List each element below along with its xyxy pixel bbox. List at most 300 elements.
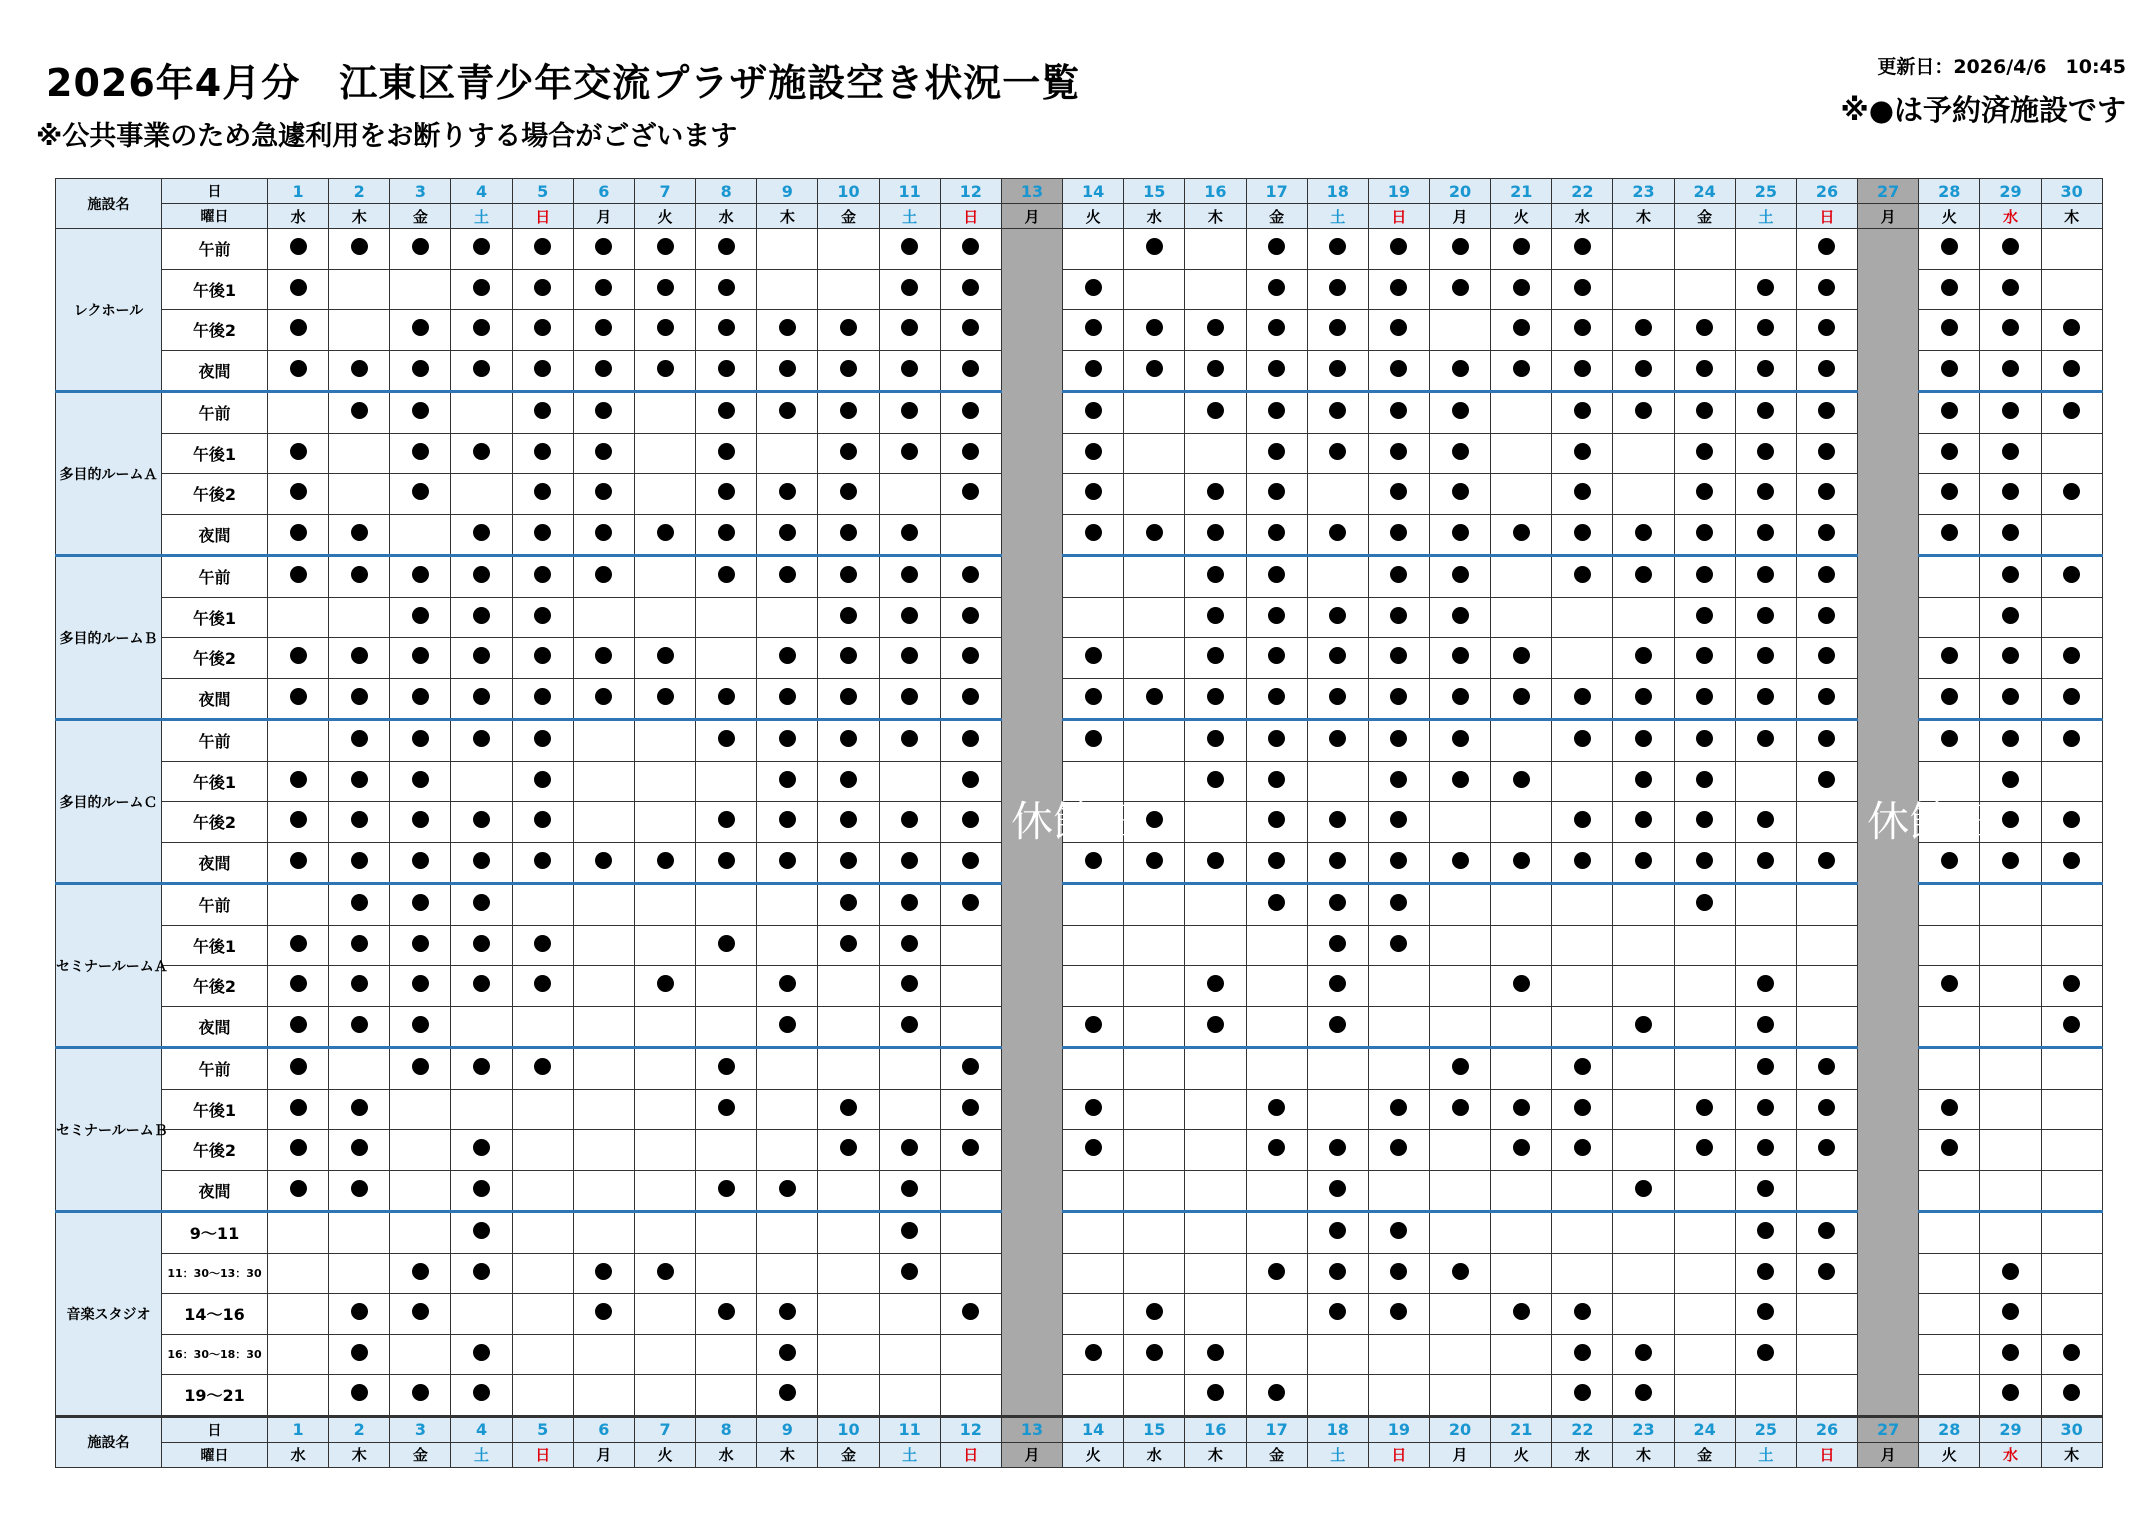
availability-cell[interactable]: [1491, 229, 1552, 270]
availability-cell[interactable]: [1735, 229, 1796, 270]
availability-cell[interactable]: [268, 269, 329, 310]
availability-cell[interactable]: [879, 392, 940, 434]
availability-cell[interactable]: [512, 1375, 573, 1417]
availability-cell[interactable]: [573, 1170, 634, 1212]
availability-cell[interactable]: [634, 1089, 695, 1130]
availability-cell[interactable]: [1429, 802, 1490, 843]
availability-cell[interactable]: [1124, 514, 1185, 556]
availability-cell[interactable]: [573, 1048, 634, 1090]
availability-cell[interactable]: [1368, 884, 1429, 926]
availability-cell[interactable]: [1307, 1253, 1368, 1294]
availability-cell[interactable]: [1980, 229, 2041, 270]
availability-cell[interactable]: [451, 1048, 512, 1090]
availability-cell[interactable]: [329, 1006, 390, 1048]
availability-cell[interactable]: [1491, 638, 1552, 679]
availability-cell[interactable]: [940, 925, 1001, 966]
availability-cell[interactable]: [1919, 1130, 1980, 1171]
availability-cell[interactable]: [757, 350, 818, 392]
availability-cell[interactable]: [1796, 392, 1857, 434]
availability-cell[interactable]: [818, 1089, 879, 1130]
availability-cell[interactable]: [1307, 1089, 1368, 1130]
availability-cell[interactable]: [1980, 1089, 2041, 1130]
availability-cell[interactable]: [940, 229, 1001, 270]
availability-cell[interactable]: [696, 1334, 757, 1375]
availability-cell[interactable]: [1613, 229, 1674, 270]
availability-cell[interactable]: [390, 1170, 451, 1212]
availability-cell[interactable]: [1552, 474, 1613, 515]
availability-cell[interactable]: [1246, 597, 1307, 638]
availability-cell[interactable]: [879, 269, 940, 310]
availability-cell[interactable]: [1429, 597, 1490, 638]
availability-cell[interactable]: [1552, 597, 1613, 638]
availability-cell[interactable]: [512, 1253, 573, 1294]
availability-cell[interactable]: [1368, 966, 1429, 1007]
availability-cell[interactable]: [1674, 514, 1735, 556]
availability-cell[interactable]: [1429, 842, 1490, 884]
availability-cell[interactable]: [1063, 1334, 1124, 1375]
availability-cell[interactable]: [1674, 1130, 1735, 1171]
availability-cell[interactable]: [940, 1006, 1001, 1048]
availability-cell[interactable]: [1735, 597, 1796, 638]
availability-cell[interactable]: [512, 1006, 573, 1048]
availability-cell[interactable]: [451, 638, 512, 679]
availability-cell[interactable]: [1185, 1375, 1246, 1417]
availability-cell[interactable]: [634, 310, 695, 351]
availability-cell[interactable]: [329, 1212, 390, 1254]
availability-cell[interactable]: [1552, 514, 1613, 556]
availability-cell[interactable]: [1063, 1253, 1124, 1294]
availability-cell[interactable]: [573, 433, 634, 474]
availability-cell[interactable]: [1063, 1212, 1124, 1254]
availability-cell[interactable]: [634, 802, 695, 843]
availability-cell[interactable]: [1307, 1006, 1368, 1048]
availability-cell[interactable]: [1246, 1130, 1307, 1171]
availability-cell[interactable]: [1796, 761, 1857, 802]
availability-cell[interactable]: [696, 1170, 757, 1212]
availability-cell[interactable]: [1796, 1253, 1857, 1294]
availability-cell[interactable]: [634, 678, 695, 720]
availability-cell[interactable]: [573, 761, 634, 802]
availability-cell[interactable]: [1674, 761, 1735, 802]
availability-cell[interactable]: [940, 392, 1001, 434]
availability-cell[interactable]: [1429, 1130, 1490, 1171]
availability-cell[interactable]: [390, 1212, 451, 1254]
availability-cell[interactable]: [1491, 678, 1552, 720]
availability-cell[interactable]: [1552, 842, 1613, 884]
availability-cell[interactable]: [1307, 761, 1368, 802]
availability-cell[interactable]: [390, 720, 451, 762]
availability-cell[interactable]: [1674, 720, 1735, 762]
availability-cell[interactable]: [512, 433, 573, 474]
availability-cell[interactable]: [940, 269, 1001, 310]
availability-cell[interactable]: [1735, 474, 1796, 515]
availability-cell[interactable]: [757, 1294, 818, 1335]
availability-cell[interactable]: [1124, 1334, 1185, 1375]
availability-cell[interactable]: [1491, 556, 1552, 598]
availability-cell[interactable]: [1674, 556, 1735, 598]
availability-cell[interactable]: [940, 1089, 1001, 1130]
availability-cell[interactable]: [1735, 1212, 1796, 1254]
availability-cell[interactable]: [634, 884, 695, 926]
availability-cell[interactable]: [634, 1006, 695, 1048]
availability-cell[interactable]: [1735, 433, 1796, 474]
availability-cell[interactable]: [1429, 1294, 1490, 1335]
availability-cell[interactable]: [696, 1253, 757, 1294]
availability-cell[interactable]: [1980, 1006, 2041, 1048]
availability-cell[interactable]: [940, 1334, 1001, 1375]
availability-cell[interactable]: [757, 966, 818, 1007]
availability-cell[interactable]: [268, 350, 329, 392]
availability-cell[interactable]: [1552, 925, 1613, 966]
availability-cell[interactable]: [1980, 925, 2041, 966]
availability-cell[interactable]: [1552, 350, 1613, 392]
availability-cell[interactable]: [451, 350, 512, 392]
availability-cell[interactable]: [2041, 350, 2102, 392]
availability-cell[interactable]: [818, 1294, 879, 1335]
availability-cell[interactable]: [1735, 514, 1796, 556]
availability-cell[interactable]: [1368, 1212, 1429, 1254]
availability-cell[interactable]: [757, 310, 818, 351]
availability-cell[interactable]: [1735, 720, 1796, 762]
availability-cell[interactable]: [1919, 229, 1980, 270]
availability-cell[interactable]: [1919, 1170, 1980, 1212]
availability-cell[interactable]: [1735, 556, 1796, 598]
availability-cell[interactable]: [1429, 433, 1490, 474]
availability-cell[interactable]: [451, 678, 512, 720]
availability-cell[interactable]: [1124, 842, 1185, 884]
availability-cell[interactable]: [268, 392, 329, 434]
availability-cell[interactable]: [1124, 474, 1185, 515]
availability-cell[interactable]: [1919, 556, 1980, 598]
availability-cell[interactable]: [1185, 1253, 1246, 1294]
availability-cell[interactable]: [1980, 678, 2041, 720]
availability-cell[interactable]: [1063, 1130, 1124, 1171]
availability-cell[interactable]: [390, 310, 451, 351]
availability-cell[interactable]: [1307, 925, 1368, 966]
availability-cell[interactable]: [1796, 433, 1857, 474]
availability-cell[interactable]: [390, 392, 451, 434]
availability-cell[interactable]: [1796, 638, 1857, 679]
availability-cell[interactable]: [451, 474, 512, 515]
availability-cell[interactable]: [390, 597, 451, 638]
availability-cell[interactable]: [1491, 1212, 1552, 1254]
availability-cell[interactable]: [940, 1375, 1001, 1417]
availability-cell[interactable]: [634, 1130, 695, 1171]
availability-cell[interactable]: [1980, 720, 2041, 762]
availability-cell[interactable]: [1552, 1170, 1613, 1212]
availability-cell[interactable]: [1124, 350, 1185, 392]
availability-cell[interactable]: [1613, 597, 1674, 638]
availability-cell[interactable]: [573, 474, 634, 515]
availability-cell[interactable]: [512, 1130, 573, 1171]
availability-cell[interactable]: [1919, 761, 1980, 802]
availability-cell[interactable]: [1185, 229, 1246, 270]
availability-cell[interactable]: [1063, 310, 1124, 351]
availability-cell[interactable]: [1429, 310, 1490, 351]
availability-cell[interactable]: [634, 269, 695, 310]
availability-cell[interactable]: [940, 597, 1001, 638]
availability-cell[interactable]: [390, 1334, 451, 1375]
availability-cell[interactable]: [1674, 310, 1735, 351]
availability-cell[interactable]: [879, 597, 940, 638]
availability-cell[interactable]: [268, 229, 329, 270]
availability-cell[interactable]: [1429, 474, 1490, 515]
availability-cell[interactable]: [512, 514, 573, 556]
availability-cell[interactable]: [818, 392, 879, 434]
availability-cell[interactable]: [696, 433, 757, 474]
availability-cell[interactable]: [573, 1375, 634, 1417]
availability-cell[interactable]: [1613, 269, 1674, 310]
availability-cell[interactable]: [696, 720, 757, 762]
availability-cell[interactable]: [1613, 514, 1674, 556]
availability-cell[interactable]: [1185, 1006, 1246, 1048]
availability-cell[interactable]: [1124, 229, 1185, 270]
availability-cell[interactable]: [1796, 1375, 1857, 1417]
availability-cell[interactable]: [696, 392, 757, 434]
availability-cell[interactable]: [1429, 350, 1490, 392]
availability-cell[interactable]: [573, 1253, 634, 1294]
availability-cell[interactable]: [1307, 884, 1368, 926]
availability-cell[interactable]: [634, 842, 695, 884]
availability-cell[interactable]: [1063, 1375, 1124, 1417]
availability-cell[interactable]: [2041, 392, 2102, 434]
availability-cell[interactable]: [1735, 1170, 1796, 1212]
availability-cell[interactable]: [1613, 761, 1674, 802]
availability-cell[interactable]: [1307, 842, 1368, 884]
availability-cell[interactable]: [1796, 842, 1857, 884]
availability-cell[interactable]: [329, 556, 390, 598]
availability-cell[interactable]: [696, 556, 757, 598]
availability-cell[interactable]: [1429, 229, 1490, 270]
availability-cell[interactable]: [696, 514, 757, 556]
availability-cell[interactable]: [1246, 1089, 1307, 1130]
availability-cell[interactable]: [1613, 1089, 1674, 1130]
availability-cell[interactable]: [818, 229, 879, 270]
availability-cell[interactable]: [1124, 1170, 1185, 1212]
availability-cell[interactable]: [1919, 884, 1980, 926]
availability-cell[interactable]: [390, 966, 451, 1007]
availability-cell[interactable]: [451, 1253, 512, 1294]
availability-cell[interactable]: [1674, 433, 1735, 474]
availability-cell[interactable]: [1613, 842, 1674, 884]
availability-cell[interactable]: [1980, 884, 2041, 926]
availability-cell[interactable]: [696, 229, 757, 270]
availability-cell[interactable]: [1246, 678, 1307, 720]
availability-cell[interactable]: [757, 597, 818, 638]
availability-cell[interactable]: [1307, 310, 1368, 351]
availability-cell[interactable]: [268, 842, 329, 884]
availability-cell[interactable]: [268, 1130, 329, 1171]
availability-cell[interactable]: [1246, 884, 1307, 926]
availability-cell[interactable]: [757, 474, 818, 515]
availability-cell[interactable]: [451, 269, 512, 310]
availability-cell[interactable]: [757, 842, 818, 884]
availability-cell[interactable]: [1919, 1089, 1980, 1130]
availability-cell[interactable]: [573, 597, 634, 638]
availability-cell[interactable]: [1980, 350, 2041, 392]
availability-cell[interactable]: [1919, 310, 1980, 351]
availability-cell[interactable]: [268, 1048, 329, 1090]
availability-cell[interactable]: [2041, 1294, 2102, 1335]
availability-cell[interactable]: [940, 556, 1001, 598]
availability-cell[interactable]: [1246, 966, 1307, 1007]
availability-cell[interactable]: [1919, 597, 1980, 638]
availability-cell[interactable]: [879, 1212, 940, 1254]
availability-cell[interactable]: [268, 1334, 329, 1375]
availability-cell[interactable]: [1674, 229, 1735, 270]
availability-cell[interactable]: [1185, 556, 1246, 598]
availability-cell[interactable]: [329, 1130, 390, 1171]
availability-cell[interactable]: [1063, 1294, 1124, 1335]
availability-cell[interactable]: [1552, 556, 1613, 598]
availability-cell[interactable]: [573, 229, 634, 270]
availability-cell[interactable]: [1796, 678, 1857, 720]
availability-cell[interactable]: [1246, 1334, 1307, 1375]
availability-cell[interactable]: [696, 802, 757, 843]
availability-cell[interactable]: [1429, 556, 1490, 598]
availability-cell[interactable]: [818, 720, 879, 762]
availability-cell[interactable]: [268, 1375, 329, 1417]
availability-cell[interactable]: [1185, 720, 1246, 762]
availability-cell[interactable]: [1552, 433, 1613, 474]
availability-cell[interactable]: [2041, 638, 2102, 679]
availability-cell[interactable]: [940, 842, 1001, 884]
availability-cell[interactable]: [757, 638, 818, 679]
availability-cell[interactable]: [1246, 350, 1307, 392]
availability-cell[interactable]: [634, 229, 695, 270]
availability-cell[interactable]: [1307, 350, 1368, 392]
availability-cell[interactable]: [1613, 433, 1674, 474]
availability-cell[interactable]: [940, 1170, 1001, 1212]
availability-cell[interactable]: [1124, 1253, 1185, 1294]
availability-cell[interactable]: [1491, 802, 1552, 843]
availability-cell[interactable]: [1429, 1048, 1490, 1090]
availability-cell[interactable]: [1491, 269, 1552, 310]
availability-cell[interactable]: [1368, 1294, 1429, 1335]
availability-cell[interactable]: [1613, 966, 1674, 1007]
availability-cell[interactable]: [818, 802, 879, 843]
availability-cell[interactable]: [1735, 350, 1796, 392]
availability-cell[interactable]: [1185, 269, 1246, 310]
availability-cell[interactable]: [696, 884, 757, 926]
availability-cell[interactable]: [573, 884, 634, 926]
availability-cell[interactable]: [1552, 966, 1613, 1007]
availability-cell[interactable]: [329, 1375, 390, 1417]
availability-cell[interactable]: [696, 966, 757, 1007]
availability-cell[interactable]: [1796, 720, 1857, 762]
availability-cell[interactable]: [1980, 1375, 2041, 1417]
availability-cell[interactable]: [2041, 1130, 2102, 1171]
availability-cell[interactable]: [757, 1006, 818, 1048]
availability-cell[interactable]: [1735, 1006, 1796, 1048]
availability-cell[interactable]: [1307, 269, 1368, 310]
availability-cell[interactable]: [1796, 1006, 1857, 1048]
availability-cell[interactable]: [696, 1006, 757, 1048]
availability-cell[interactable]: [1124, 392, 1185, 434]
availability-cell[interactable]: [1552, 1089, 1613, 1130]
availability-cell[interactable]: [329, 1334, 390, 1375]
availability-cell[interactable]: [1063, 761, 1124, 802]
availability-cell[interactable]: [573, 1294, 634, 1335]
availability-cell[interactable]: [1552, 720, 1613, 762]
availability-cell[interactable]: [512, 310, 573, 351]
availability-cell[interactable]: [940, 514, 1001, 556]
availability-cell[interactable]: [879, 350, 940, 392]
availability-cell[interactable]: [1429, 1334, 1490, 1375]
availability-cell[interactable]: [1124, 597, 1185, 638]
availability-cell[interactable]: [818, 966, 879, 1007]
availability-cell[interactable]: [1613, 678, 1674, 720]
availability-cell[interactable]: [1185, 350, 1246, 392]
availability-cell[interactable]: [1735, 761, 1796, 802]
availability-cell[interactable]: [1919, 350, 1980, 392]
availability-cell[interactable]: [1796, 310, 1857, 351]
availability-cell[interactable]: [1980, 1212, 2041, 1254]
availability-cell[interactable]: [268, 925, 329, 966]
availability-cell[interactable]: [879, 514, 940, 556]
availability-cell[interactable]: [1735, 269, 1796, 310]
availability-cell[interactable]: [573, 1089, 634, 1130]
availability-cell[interactable]: [1429, 761, 1490, 802]
availability-cell[interactable]: [512, 1089, 573, 1130]
availability-cell[interactable]: [696, 474, 757, 515]
availability-cell[interactable]: [1613, 474, 1674, 515]
availability-cell[interactable]: [1613, 1170, 1674, 1212]
availability-cell[interactable]: [1980, 1294, 2041, 1335]
availability-cell[interactable]: [1246, 392, 1307, 434]
availability-cell[interactable]: [390, 761, 451, 802]
availability-cell[interactable]: [451, 966, 512, 1007]
availability-cell[interactable]: [1796, 802, 1857, 843]
availability-cell[interactable]: [1980, 433, 2041, 474]
availability-cell[interactable]: [634, 556, 695, 598]
availability-cell[interactable]: [329, 884, 390, 926]
availability-cell[interactable]: [1735, 1089, 1796, 1130]
availability-cell[interactable]: [1124, 1048, 1185, 1090]
availability-cell[interactable]: [268, 1006, 329, 1048]
availability-cell[interactable]: [390, 556, 451, 598]
availability-cell[interactable]: [1185, 1130, 1246, 1171]
availability-cell[interactable]: [818, 1170, 879, 1212]
availability-cell[interactable]: [757, 269, 818, 310]
availability-cell[interactable]: [573, 720, 634, 762]
availability-cell[interactable]: [390, 269, 451, 310]
availability-cell[interactable]: [879, 1375, 940, 1417]
availability-cell[interactable]: [451, 514, 512, 556]
availability-cell[interactable]: [757, 1253, 818, 1294]
availability-cell[interactable]: [512, 392, 573, 434]
availability-cell[interactable]: [818, 761, 879, 802]
availability-cell[interactable]: [268, 1294, 329, 1335]
availability-cell[interactable]: [1491, 966, 1552, 1007]
availability-cell[interactable]: [940, 1212, 1001, 1254]
availability-cell[interactable]: [696, 350, 757, 392]
availability-cell[interactable]: [451, 1294, 512, 1335]
availability-cell[interactable]: [1491, 433, 1552, 474]
availability-cell[interactable]: [634, 514, 695, 556]
availability-cell[interactable]: [818, 269, 879, 310]
availability-cell[interactable]: [1674, 638, 1735, 679]
availability-cell[interactable]: [1185, 1089, 1246, 1130]
availability-cell[interactable]: [1368, 1334, 1429, 1375]
availability-cell[interactable]: [1246, 925, 1307, 966]
availability-cell[interactable]: [1919, 720, 1980, 762]
availability-cell[interactable]: [390, 678, 451, 720]
availability-cell[interactable]: [1613, 720, 1674, 762]
availability-cell[interactable]: [757, 433, 818, 474]
availability-cell[interactable]: [1552, 1375, 1613, 1417]
availability-cell[interactable]: [1368, 350, 1429, 392]
